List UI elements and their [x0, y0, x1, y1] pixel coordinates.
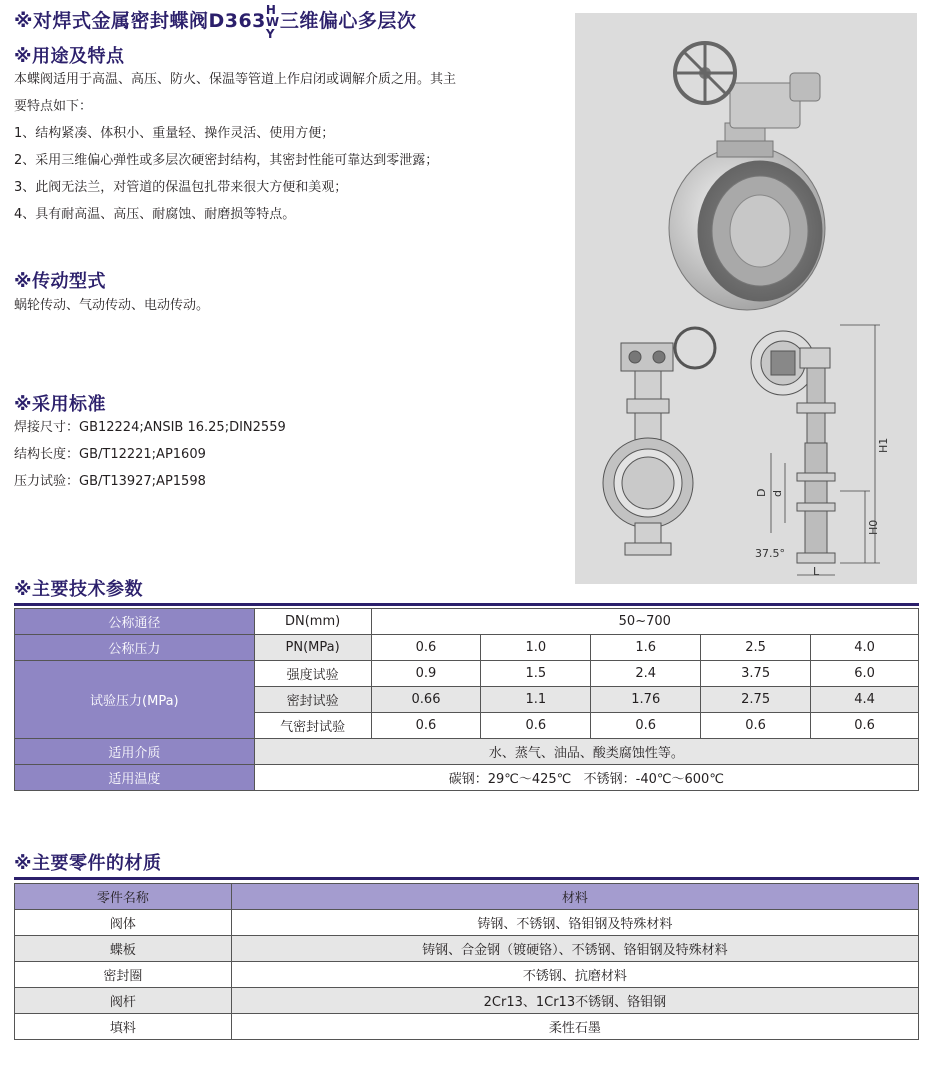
- title-stack-y: Y: [265, 26, 276, 41]
- materials-heading-rule: [14, 877, 919, 880]
- usage-heading: ※用途及特点: [14, 46, 125, 67]
- dim-L-label: L: [813, 565, 820, 578]
- dimension-drawing: [575, 313, 917, 584]
- usage-item-4: 4、具有耐高温、高压、耐腐蚀、耐磨损等特点。: [14, 207, 296, 222]
- table-row: [15, 884, 919, 910]
- pn-value: 2.5: [701, 635, 811, 661]
- seal-label: 密封试验: [254, 687, 371, 713]
- standard-welding: 焊接尺寸：GB12224;ANSIB 16.25;DIN2559: [14, 420, 286, 435]
- part-name: 阀体: [15, 910, 232, 936]
- temp-label: 适用温度: [15, 765, 255, 791]
- strength-value: 1.5: [481, 661, 591, 687]
- dim-d-label: d: [771, 490, 784, 497]
- strength-value: 0.9: [371, 661, 481, 687]
- tech-heading: ※主要技术参数: [14, 579, 143, 600]
- strength-label: 强度试验: [254, 661, 371, 687]
- table-row: [15, 635, 919, 661]
- table-row: [15, 910, 919, 936]
- usage-item-3: 3、此阀无法兰，对管道的保温包扎带来很大方便和美观；: [14, 180, 348, 195]
- dn-label: 公称通径: [15, 609, 255, 635]
- standard-pressure: 压力试验：GB/T13927;AP1598: [14, 474, 206, 489]
- air-value: 0.6: [701, 713, 811, 739]
- page-title: [14, 2, 417, 41]
- pn-value: 4.0: [811, 635, 919, 661]
- dn-value: 50~700: [371, 609, 918, 635]
- materials-heading: ※主要零件的材质: [14, 853, 162, 874]
- materials-table: [14, 883, 919, 1040]
- standard-length: 结构长度：GB/T12221;AP1609: [14, 447, 206, 462]
- table-row: [15, 609, 919, 635]
- seal-value: 1.1: [481, 687, 591, 713]
- part-material: 不锈钢、抗磨材料: [231, 962, 918, 988]
- dim-angle-label: 37.5°: [755, 547, 785, 560]
- part-name: 填料: [15, 1014, 232, 1040]
- table-row: [15, 661, 919, 687]
- usage-intro-1: 本蝶阀适用于高温、高压、防火、保温等管道上作启闭或调解介质之用。其主: [14, 72, 457, 87]
- table-row: [15, 936, 919, 962]
- strength-value: 6.0: [811, 661, 919, 687]
- table-row: [15, 1014, 919, 1040]
- dim-D-label: D: [755, 488, 768, 497]
- tech-params-table: [14, 608, 919, 791]
- strength-value: 2.4: [591, 661, 701, 687]
- part-name: 蝶板: [15, 936, 232, 962]
- dim-h0-label: H0: [867, 519, 880, 535]
- table-row: [15, 988, 919, 1014]
- drive-text: 蜗轮传动、气动传动、电动传动。: [14, 298, 210, 313]
- valve-photo: [575, 13, 917, 313]
- product-image-panel: [575, 13, 917, 584]
- usage-item-1: 1、结构紧凑、体积小、重量轻、操作灵活、使用方便；: [14, 126, 335, 141]
- usage-item-2: 2、采用三维偏心弹性或多层次硬密封结构，其密封性能可靠达到零泄露；: [14, 153, 439, 168]
- title-stack-letters: [265, 2, 280, 41]
- part-material: 铸钢、合金钢（镀硬铬）、不锈钢、铬钼钢及特殊材料: [231, 936, 918, 962]
- title-prefix: ※对焊式金属密封蝶阀D363: [14, 10, 266, 32]
- seal-value: 4.4: [811, 687, 919, 713]
- col-material-header: 材料: [231, 884, 918, 910]
- pn-unit: PN(MPa): [254, 635, 371, 661]
- usage-intro-2: 要特点如下：: [14, 99, 93, 114]
- dim-h1-label: H1: [877, 437, 890, 453]
- air-value: 0.6: [371, 713, 481, 739]
- air-value: 0.6: [591, 713, 701, 739]
- seal-value: 1.76: [591, 687, 701, 713]
- media-label: 适用介质: [15, 739, 255, 765]
- temp-value: 碳钢：29℃～425℃ 不锈钢：-40℃～600℃: [254, 765, 918, 791]
- air-value: 0.6: [481, 713, 591, 739]
- part-material: 铸钢、不锈钢、铬钼钢及特殊材料: [231, 910, 918, 936]
- table-row: [15, 962, 919, 988]
- pn-label: 公称压力: [15, 635, 255, 661]
- title-suffix: 三维偏心多层次: [279, 10, 417, 32]
- dn-unit: DN(mm): [254, 609, 371, 635]
- part-material: 2Cr13、1Cr13不锈钢、铬钼钢: [231, 988, 918, 1014]
- standards-heading: ※采用标准: [14, 394, 106, 415]
- pn-value: 1.0: [481, 635, 591, 661]
- part-name: 阀杆: [15, 988, 232, 1014]
- pn-value: 1.6: [591, 635, 701, 661]
- tech-heading-rule: [14, 603, 919, 606]
- pn-value: 0.6: [371, 635, 481, 661]
- col-part-header: 零件名称: [15, 884, 232, 910]
- drive-heading: ※传动型式: [14, 271, 106, 292]
- strength-value: 3.75: [701, 661, 811, 687]
- title-stack-h: H: [265, 2, 277, 17]
- table-row: [15, 765, 919, 791]
- seal-value: 2.75: [701, 687, 811, 713]
- part-material: 柔性石墨: [231, 1014, 918, 1040]
- air-value: 0.6: [811, 713, 919, 739]
- title-stack-w: W: [265, 14, 280, 29]
- media-value: 水、蒸气、油品、酸类腐蚀性等。: [254, 739, 918, 765]
- part-name: 密封圈: [15, 962, 232, 988]
- test-pressure-label: 试验压力(MPa): [15, 661, 255, 739]
- air-label: 气密封试验: [254, 713, 371, 739]
- seal-value: 0.66: [371, 687, 481, 713]
- table-row: [15, 739, 919, 765]
